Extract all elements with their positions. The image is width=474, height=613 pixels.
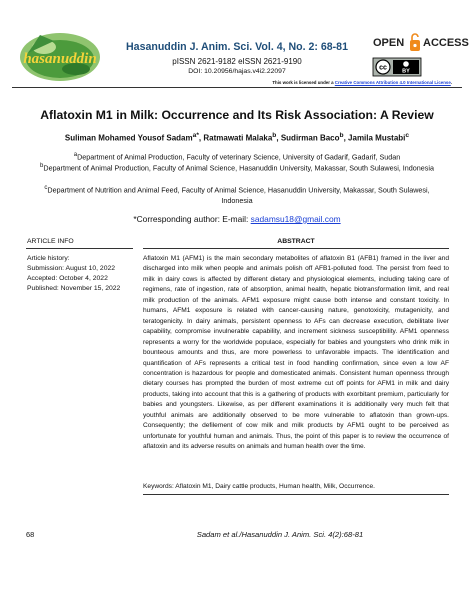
- author-sup: c: [405, 132, 410, 139]
- header-divider: [12, 87, 462, 88]
- author-name: Jamila Mustabi: [348, 133, 406, 143]
- author-name: Sudirman Baco: [280, 133, 340, 143]
- abstract-bottom-divider: [143, 494, 449, 495]
- issn-line: pISSN 2621-9182 eISSN 2621-9190: [172, 57, 302, 66]
- author-list: Suliman Mohamed Yousof Sadam$^{a*}$, Ratmawati Malaka$^b$, Sudirman Baco$^b$, Jamila Mustabi$^c$: [64, 132, 410, 143]
- by-symbol: BY: [402, 68, 410, 75]
- open-access-left: OPEN: [373, 37, 405, 49]
- abstract-divider: [143, 248, 449, 249]
- affiliation-a: $^a$Department of Animal Production, Faculty of veterinary Science, University of Gadarif, Gadarif, Sudan: [73, 152, 401, 162]
- license-suffix: .: [450, 80, 452, 85]
- license-line: [186, 80, 452, 85]
- corresponding-email-link[interactable]: sadamsu18@gmail.com: [250, 214, 341, 224]
- submission-date: Submission: August 10, 2022: [27, 265, 116, 273]
- accepted-date: Accepted: October 4, 2022: [27, 275, 108, 283]
- journal-title: Hasanuddin J. Anim. Sci. Vol. 4, No. 2: 68-81: [126, 41, 348, 53]
- author-sup: b: [339, 132, 344, 139]
- affiliation-b: $^b$Department of Animal Production, Faculty of Animal Science, Hasanuddin University, Makassar, South Sulawesi, Indonesia: [40, 163, 434, 173]
- author-name: Ratmawati Malaka: [203, 133, 273, 143]
- corresponding-label: *Corresponding author: E-mail:: [133, 214, 251, 224]
- published-date: Published: November 15, 2022: [27, 285, 121, 293]
- doi-line: DOI: 10.20956/hajas.v4i2.22097: [188, 68, 286, 75]
- article-info-divider: [26, 248, 133, 249]
- page-number: 68: [26, 530, 35, 539]
- open-access-right: ACCESS: [423, 37, 469, 49]
- license-link[interactable]: Creative Commons Attribution 4.0 International License: [334, 80, 451, 85]
- article-history: [27, 254, 131, 294]
- author-name: Suliman Mohamed Yousof Sadam: [64, 133, 193, 143]
- abstract-text: Aflatoxin M1 (AFM1) is the main secondary metabolites of aflatoxin B1 (AFB1) framed in the liver and discharged into milk when people and animals polish off AFB1-polluted food. The persist from feed to milk in dairy cows is affected by different dietary and physiological elements, including taking care of regimens, rate of ingestion, rate of absorption, animal health, hepatic biotransformation limit, and real milk production of the animals. AFM1 exposure might cause both intense and constant toxicity. In humans, AFM1 exposure is related with cancer-causing nature, genotoxicity, mutagenicity, and teratogenicity. In dairy animals, persistent openness to AFs can decrease execution, debilitate liver capability, compromise invulnerable capability, and increment sickness susceptibility. AFM1 openness represents a worry for the worldwide populace, especially for babies and youngsters who drink milk in bounteous amounts and thus, are more powerless to unfavorable impacts. The identification and quantification of AFs represents a critical test in food handling confirmation, since even a low AF concentration is hazardous for people and domesticated animals. Consistent human openness through dietary courses has prompted the burden of most extreme cut off points for AFM1 in milk and dairy products, taking into account that this is a gathering of products with exorbitant premium, particularly for babies and youngsters. Likewise, as per different examinations it is additionally very much felt that youthful animals are additionally observed to be more vulnerable to aflatoxin than grown-ups. Consequently; the defilement of cow milk and milk products by AFM1 ought to be perceived as unfortunate for youthful human and animals. Thus, the point of this paper is to review the occurrence of aflatoxin and its adverse results on animals and human health over the time.: [143, 255, 449, 451]
- corresponding-author: [20, 214, 454, 224]
- history-label: Article history:: [27, 255, 70, 262]
- open-access-lock-icon: [410, 34, 420, 51]
- article-info-heading: ARTICLE INFO: [27, 238, 74, 245]
- author-sup: a*: [192, 132, 199, 139]
- abstract-heading: ABSTRACT: [277, 238, 315, 245]
- paper-title: Aflatoxin M1 in Milk: Occurrence and Its Risk Association: A Review: [40, 108, 434, 122]
- license-prefix: This work is licensed under a: [272, 80, 335, 85]
- journal-logo: [14, 25, 106, 87]
- cc-symbol: cc: [379, 64, 387, 72]
- author-sup: b: [272, 132, 277, 139]
- footer-citation: Sadam et al./Hasanuddin J. Anim. Sci. 4(2):68-81: [196, 530, 364, 539]
- keywords: Keywords: Aflatoxin M1, Dairy cattle products, Human health, Milk, Occurrence.: [143, 483, 375, 490]
- cc-by-license-icon[interactable]: [373, 58, 421, 76]
- logo-wordmark: hasanuddin: [23, 51, 97, 67]
- affiliation-c: $^c$Department of Nutrition and Animal Feed, Faculty of Animal Science, Hasanuddin University, Makassar, South Sulawesi, Indonesia: [44, 185, 430, 205]
